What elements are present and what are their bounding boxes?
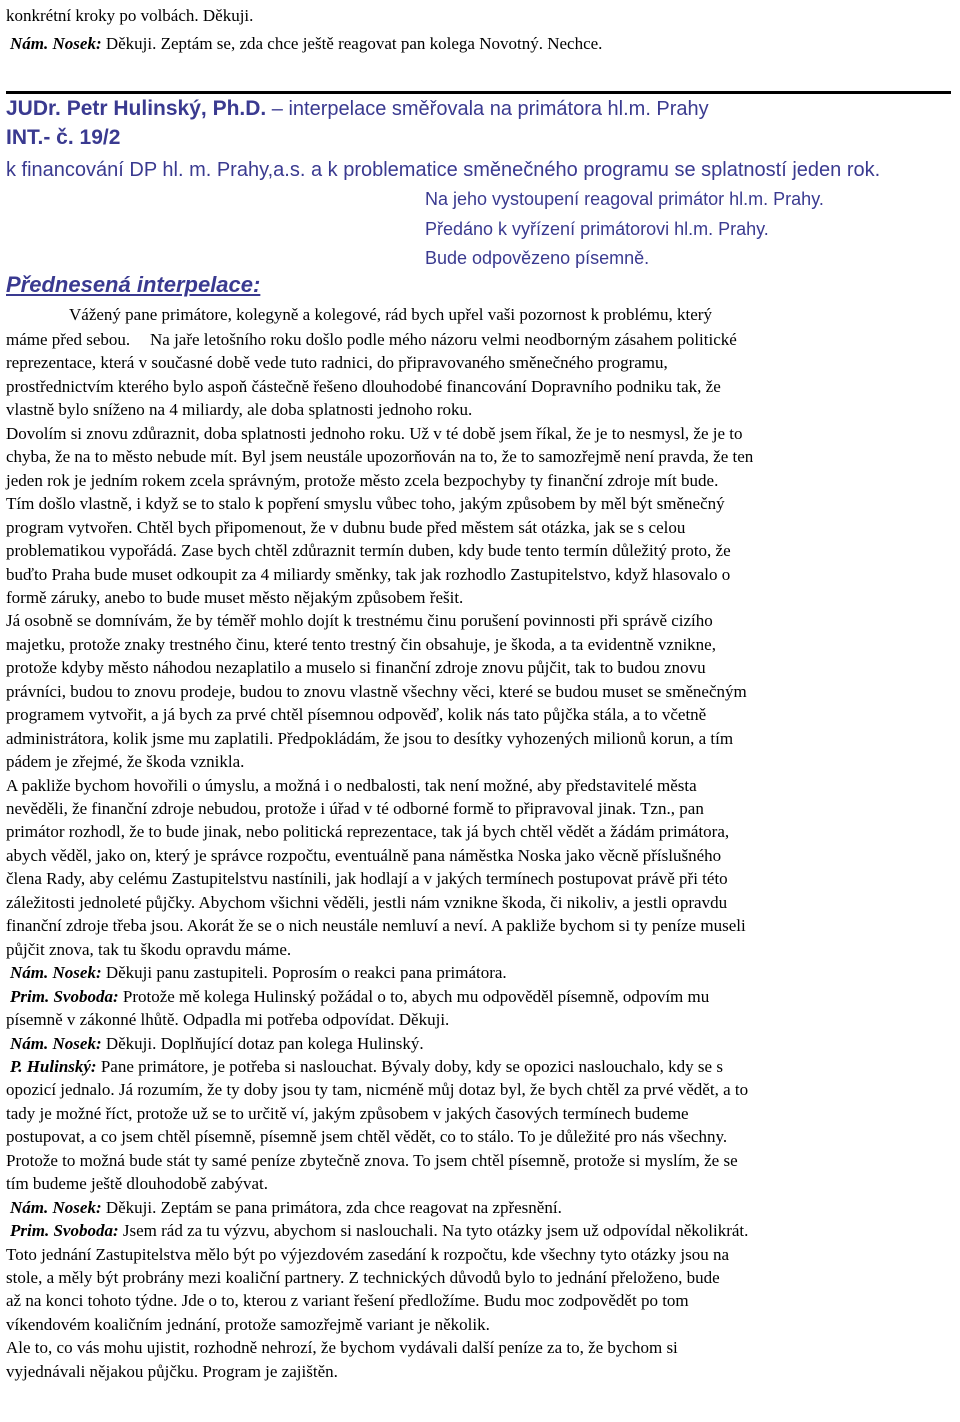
speaker-label: Nám. Nosek:	[10, 1198, 102, 1217]
speech-text: problematikou vypořádá. Zase bych chtěl zdůraznit termín duben, kdy bude tento termín důležitý proto, že	[6, 541, 731, 560]
speaker-line	[10, 1057, 723, 1077]
text-line	[6, 588, 463, 608]
speech-text: Protože to možná bude stát ty samé peníze zbytečně znova. To jsem chtěl písemně, protože si myslím, že se	[6, 1151, 738, 1170]
header-dash-text: – interpelace směřovala na primátora hl.m. Prahy	[266, 98, 709, 120]
speech-text: Děkuji. Doplňující dotaz pan kolega Hulinský.	[101, 1034, 424, 1053]
text-line	[6, 424, 743, 444]
text-line	[6, 869, 728, 889]
speaker-line	[10, 1034, 424, 1054]
speech-text: půjčit znova, tak tu škodu opravdu máme.	[6, 940, 292, 959]
speech-text: Dovolím si znovu zdůraznit, doba splatnosti jednoho roku. Už v té době jsem říkal, že je to nesmysl, že je to	[6, 424, 743, 443]
speech-text: víkendovém koaličním jednání, protože samozřejmě variant je několik.	[6, 1315, 490, 1334]
text-line	[6, 518, 685, 538]
text-line	[150, 330, 737, 350]
interpelant-name: JUDr. Petr Hulinský, Ph.D.	[6, 97, 267, 120]
text-line	[6, 1338, 678, 1358]
speech-text: Ale to, co vás mohu ujistit, rozhodně nehrozí, že bychom vydávali další peníze za to, že bychom si	[6, 1338, 678, 1357]
text-line	[6, 1127, 727, 1147]
text-line	[6, 635, 716, 655]
speech-text: abych věděl, jako on, který je správce rozpočtu, eventuálně pana náměstka Noska jako věcně příslušného	[6, 846, 722, 865]
text-line	[6, 1174, 268, 1194]
text-line	[6, 1080, 748, 1100]
text-line	[6, 1362, 338, 1382]
text-line	[6, 940, 291, 960]
text-line	[6, 541, 731, 561]
interpelace-number: INT.- č. 19/2	[6, 126, 121, 149]
speech-text: nevěděli, že finanční zdroje nebudou, protože i úřad v té odborné formě to připravoval jinak. Tzn., pan	[6, 799, 704, 818]
speech-text: protože kdyby město náhodou nezaplatilo a muselo si finanční zdroje znovu půjčit, tak to budou znovu	[6, 658, 706, 677]
speech-text: pádem je zřejmé, že škoda vznikla.	[6, 752, 245, 771]
speech-text: záležitosti jednoleté půjčky. Abychom všichni věděli, jestli nám vznikne škoda, či nikoliv, a jestli opravdu	[6, 893, 728, 912]
speech-text: Já osobně se domnívám, že by téměř mohlo dojít k trestnému činu porušení povinnosti při správě cizího	[6, 611, 713, 630]
speech-text: stole, a měly být probrány mezi koaliční partnery. Z technických důvodů bylo to jednání přeloženo, bude	[6, 1268, 720, 1287]
text-line	[6, 729, 733, 749]
speech-text: vlastně bylo sníženo na 4 miliardy, ale doba splatnosti jednoho roku.	[6, 400, 473, 419]
speech-text: reprezentace, která v současné době vede tuto radnici, do připravovaného směnečného programu,	[6, 353, 668, 372]
speech-text: právníci, budou to znovu prodeje, budou to znovu vlastně všechny věci, které se budou muset se směnečným	[6, 682, 747, 701]
text-line	[6, 1315, 490, 1335]
speaker-label: Prim. Svoboda:	[10, 987, 119, 1006]
speech-text: programem vytvořit, a já bych za prvé chtěl písemnou odpověď, kolik nás tato půjčka stála, a to včetně	[6, 705, 707, 724]
speaker-label: Nám. Nosek:	[10, 963, 102, 982]
text-line	[6, 1291, 689, 1311]
interpelace-lead-line: Vážený pane primátore, kolegyně a kolegové, rád bych upřel vaši pozornost k problému, který	[69, 305, 712, 324]
text-line	[6, 447, 753, 467]
section-title: Přednesená interpelace:	[6, 272, 261, 297]
speech-text: Na jaře letošního roku došlo podle mého názoru velmi neodborným zásahem politické	[150, 330, 737, 349]
speech-text: Tím došlo vlastně, i když se to stalo k popření smyslu vůbec toho, jakým způsobem by měl být směnečný	[6, 494, 725, 513]
speech-text: až na konci tohoto týdne. Jde o to, kterou z variant řešení předložíme. Budu moc zodpovědět po tom	[6, 1291, 689, 1310]
speech-text: finanční zdroje třeba jsou. Akorát že se o nich neustále nemluví a neví. A pakliže bychom si ty peníze museli	[6, 916, 746, 935]
text-line	[6, 494, 725, 514]
text-line	[6, 916, 746, 936]
topic-part-a: k financování DP hl. m. Prahy,a.s.	[6, 159, 306, 181]
speech-text: postupovat, a co jsem chtěl písemně, písemně jsem chtěl vědět, co to stálo. To je důležité pro nás všechny.	[6, 1127, 728, 1146]
text-line	[6, 1268, 720, 1288]
header-rule	[6, 91, 951, 94]
speaker-label: Nám. Nosek:	[10, 34, 102, 53]
speech-text: jeden rok je jedním rokem zcela správným, protože město zcela bezpochyby ty finanční zdroje mít bude.	[6, 471, 719, 490]
speech-text: majetku, protože znaky trestného činu, které tento trestný čin obsahuje, je škoda, a ta evidentně vznikne,	[6, 635, 716, 654]
speech-text: vyjednávali nějakou půjčku. Program je zajištěn.	[6, 1362, 338, 1381]
speaker-line	[10, 987, 709, 1007]
text-line	[6, 611, 713, 631]
text-line	[6, 705, 706, 725]
text-line	[6, 682, 747, 702]
text-line	[6, 799, 704, 819]
speech-text: tím budeme ještě dlouhodobě zabývat.	[6, 1174, 269, 1193]
speech-text: prostřednictvím kterého bylo aspoň částečně řešeno dlouhodobé financování Dopravního podniku tak, že	[6, 377, 721, 396]
speech-text: buďto Praha bude muset odkoupit za 4 miliardy směnky, tak jak rozhodlo Zastupitelstvo, když hlasovalo o	[6, 565, 731, 584]
interpelant-header	[6, 97, 709, 121]
speech-text: program vytvořen. Chtěl bych připomenout, že v dubnu bude před městem sát otázka, jak se s celou	[6, 518, 686, 537]
text-line	[6, 565, 730, 585]
speaker-line	[10, 963, 507, 983]
text-line	[6, 400, 472, 420]
speaker-label: Nám. Nosek:	[10, 1034, 102, 1053]
text-line	[6, 846, 721, 866]
text-line	[6, 893, 727, 913]
text-line	[6, 822, 729, 842]
speech-text: Jsem rád za tu výzvu, abychom si naslouchali. Na tyto otázky jsem už odpovídal několikrát.	[118, 1221, 749, 1240]
speech-text: primátor rozhodl, že to bude jinak, nebo politická reprezentace, tak já bych chtěl vědět a žádám primátora,	[6, 822, 730, 841]
speaker-label: P. Hulinský:	[10, 1057, 97, 1076]
text-line	[6, 377, 721, 397]
text-line	[6, 752, 244, 772]
speech-text: Děkuji. Zeptám se pana primátora, zda chce reagovat na zpřesnění.	[101, 1198, 562, 1217]
speaker-line	[10, 1198, 562, 1218]
text-line	[6, 1151, 738, 1171]
text-line	[6, 658, 706, 678]
speech-text: formě záruky, anebo to bude muset město nějakým způsobem řešit.	[6, 588, 464, 607]
speech-text: Toto jednání Zastupitelstva mělo být po výjezdovém zasedání k rozpočtu, kde všechny tyto otázky jsou na	[6, 1245, 730, 1264]
speech-text: chyba, že na to město nebude mít. Byl jsem neustále upozorňován na to, že to samozřejmě není pravda, že ten	[6, 447, 754, 466]
status-answer: Bude odpovězeno písemně.	[425, 248, 650, 268]
interpelace-lead-line: máme před sebou.	[6, 330, 131, 349]
speech-text: písemně v zákonné lhůtě. Odpadla mi potřeba odpovídat. Děkuji.	[6, 1010, 450, 1029]
speech-text: A pakliže bychom hovořili o úmyslu, a možná i o nedbalosti, tak není možné, aby představitelé města	[6, 776, 697, 795]
speech-text: Děkuji panu zastupiteli. Poprosím o reakci pana primátora.	[101, 963, 507, 982]
speech-text: administrátora, kolik jsme mu zaplatili. Předpokládám, že jsou to desítky vyhozených milionů korun, a tím	[6, 729, 734, 748]
text-line	[6, 353, 668, 373]
speech-text: Děkuji. Zeptám se, zda chce ještě reagovat pan kolega Novotný. Nechce.	[101, 34, 603, 53]
speech-text: tady je možné říct, protože už se to určitě ví, jakým způsobem v jakých časových termínech budeme	[6, 1104, 689, 1123]
speech-text: Protože mě kolega Hulinský požádal o to, abych mu odpověděl písemně, odpovím mu	[118, 987, 710, 1006]
text-line	[6, 1245, 729, 1265]
status-forwarded: Předáno k vyřízení primátorovi hl.m. Prahy.	[425, 219, 769, 239]
text-line	[6, 776, 697, 796]
text-line	[6, 1104, 689, 1124]
speech-text: Pane primátore, je potřeba si naslouchat. Bývaly doby, kdy se opozici naslouchalo, kdy se s	[96, 1057, 723, 1076]
speech-text: opozicí jednalo. Já rozumím, že ty doby jsou ty tam, nicméně můj dotaz byl, že bych chtěl za prvé vědět, a to	[6, 1080, 749, 1099]
status-reaction: Na jeho vystoupení reagoval primátor hl.m. Prahy.	[425, 189, 824, 209]
text-line	[6, 1010, 449, 1030]
intro-speaker-line	[10, 34, 602, 54]
speech-text: člena Rady, aby celému Zastupitelstvu nastínili, jak hodlají a v jakých termínech postupovat právě při této	[6, 869, 728, 888]
interpelace-topic	[6, 158, 880, 182]
text-line	[6, 471, 718, 491]
speaker-line	[10, 1221, 748, 1241]
speaker-label: Prim. Svoboda:	[10, 1221, 119, 1240]
intro-line: konkrétní kroky po volbách. Děkuji.	[6, 6, 254, 25]
topic-part-b: a k problematice směnečného programu se splatností jeden rok.	[305, 159, 881, 181]
